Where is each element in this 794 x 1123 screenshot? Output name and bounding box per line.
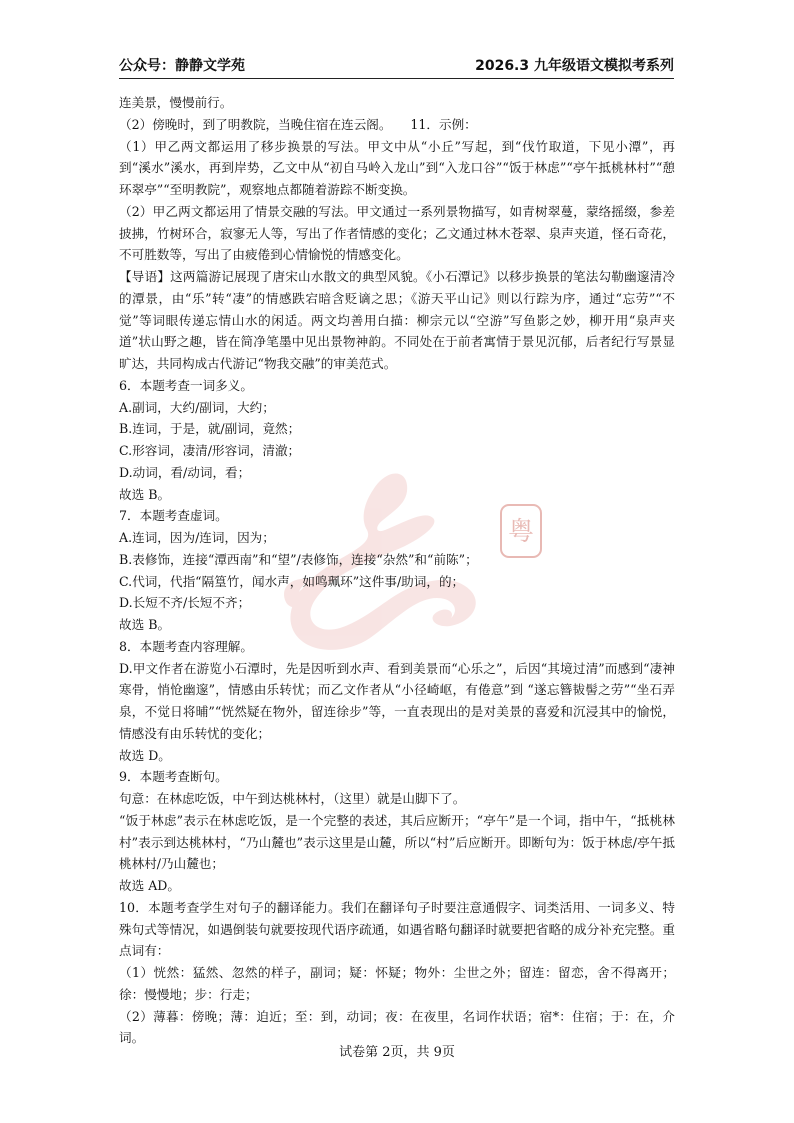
paragraph: 句意：在林虑吃饭，中午到达桃林村，（这里）就是山脚下了。 xyxy=(119,791,466,806)
answer-choice: 故选 D。 xyxy=(119,747,171,763)
answer-option: C.代词，代指“隔篁竹，闻水声，如鸣珮环”这件事/助词，的； xyxy=(119,573,465,589)
answer-choice: 故选 B。 xyxy=(119,486,171,502)
answer-option: D.甲文作者在游览小石潭时，先是因听到水声、看到美景而“心乐之”，后因“其境过清”而感到“凄神寒骨，悄怆幽邃”，情感由乐转忧；而乙文作者从“小径崎岖，有倦意”到 “遂忘簪韨髻之劳”“坐石弄泉，不觉日将晡”“恍然疑在物外，留连徐步”等，一直表现出的是对美景的喜爱和沉浸其中的愉悦，情感没有由乐转忧的变化； xyxy=(119,660,675,741)
page-header xyxy=(119,56,674,79)
paragraph: 连美景，慢慢前行。 xyxy=(119,95,233,110)
answer-option: A.连词，因为/连词，因为； xyxy=(119,530,275,545)
question-heading: 7．本题考查虚词。 xyxy=(119,508,228,524)
document-body xyxy=(119,92,675,1049)
question-heading: 8．本题考查内容理解。 xyxy=(119,638,253,654)
paragraph: （1）甲乙两文都运用了移步换景的写法。甲文中从“小丘”写起，到“伐竹取道，下见小潭”，再到“溪水”溪水，再到岸势，乙文中从“初自马岭入龙山”到“入龙口谷”“饭于林虑”“亭午抵桃林村”“憩环翠亭”“至明教院”，观察地点都随着游踪不断变换。 xyxy=(119,138,675,197)
paragraph: “饭于林虑”表示在林虑吃饭，是一个完整的表述，其后应断开；“亭午”是一个词，指中午，“抵桃林村”表示到达桃林村，“乃山麓也”表示这里是山麓，所以“村”后应断开。即断句为：饭于林虑/亭午抵桃林村/乃山麓也； xyxy=(119,812,675,872)
page-footer: 试卷第 2页，共 9页 xyxy=(339,1045,455,1060)
paragraph: （2）傍晚时，到了明教院，当晚住宿在连云阁。 11．示例： xyxy=(119,116,477,132)
answer-option: D.长短不齐/长短不齐； xyxy=(119,595,251,611)
answer-option: B.连词，于是，就/副词，竟然； xyxy=(119,421,301,437)
header-series-title: 2026.3 九年级语文模拟考系列 xyxy=(475,58,674,74)
header-publisher: 公众号：静静文学苑 xyxy=(119,58,245,74)
answer-option: A.副词，大约/副词，大约； xyxy=(119,399,275,415)
paragraph: 【导语】这两篇游记展现了唐宋山水散文的典型风貌。《小石潭记》以移步换景的笔法勾勒幽邃清冷的潭景，由“乐”转“凄”的情感跌宕暗含贬谪之思；《游天平山记》则以行踪为序，通过“忘劳”“不觉”等词眼传递忘情山水的闲适。两文均善用白描：柳宗元以“空游”写鱼影之妙，柳开用“泉声夹道”状山野之趣，皆在简净笔墨中见出景物神韵。不同处在于前者寓情于景见沉郁，后者纪行写景显旷达，共同构成古代游记“物我交融”的审美范式。 xyxy=(119,269,675,371)
answer-option: C.形容词，凄清/形容词，清澈； xyxy=(119,443,301,458)
seal-character: 粤 xyxy=(507,517,535,547)
question-heading: 9．本题考查断句。 xyxy=(119,769,228,785)
question-heading: 10．本题考查学生对句子的翻译能力。我们在翻译句子时要注意通假字、词类活用、一词多义、特殊句式等情况，如遇倒装句就要按现代语序疏通，如遇省略句翻译时就要把省略的成分补充完整。重点词有： xyxy=(119,899,675,959)
answer-choice: 故选 AD。 xyxy=(119,878,180,893)
paragraph: （1）恍然：猛然、忽然的样子，副词；疑：怀疑；物外：尘世之外；留连：留恋，舍不得离开；徐：慢慢地；步：行走； xyxy=(119,965,675,1002)
paragraph: （2）甲乙两文都运用了情景交融的写法。甲文通过一系列景物描写，如青树翠蔓，蒙络摇缀，参差披拂，竹树环合，寂寥无人等，写出了作者情感的变化；乙文通过林木苍翠、泉声夹道，怪石奇花，不可胜数等，写出了由疲倦到心情愉悦的情感变化。 xyxy=(119,203,675,263)
paragraph: （2）薄暮：傍晚；薄：迫近；至：到，动词；夜：在夜里，名词作状语；宿*：住宿；于：在，介词。 xyxy=(119,1008,675,1046)
question-heading: 6．本题考查一词多义。 xyxy=(119,377,253,393)
answer-option: B.表修饰，连接“潭西南”和“望”/表修饰，连接“杂然”和“前陈”； xyxy=(119,551,478,567)
answer-choice: 故选 B。 xyxy=(119,617,171,632)
answer-option: D.动词，看/动词，看； xyxy=(119,464,251,480)
